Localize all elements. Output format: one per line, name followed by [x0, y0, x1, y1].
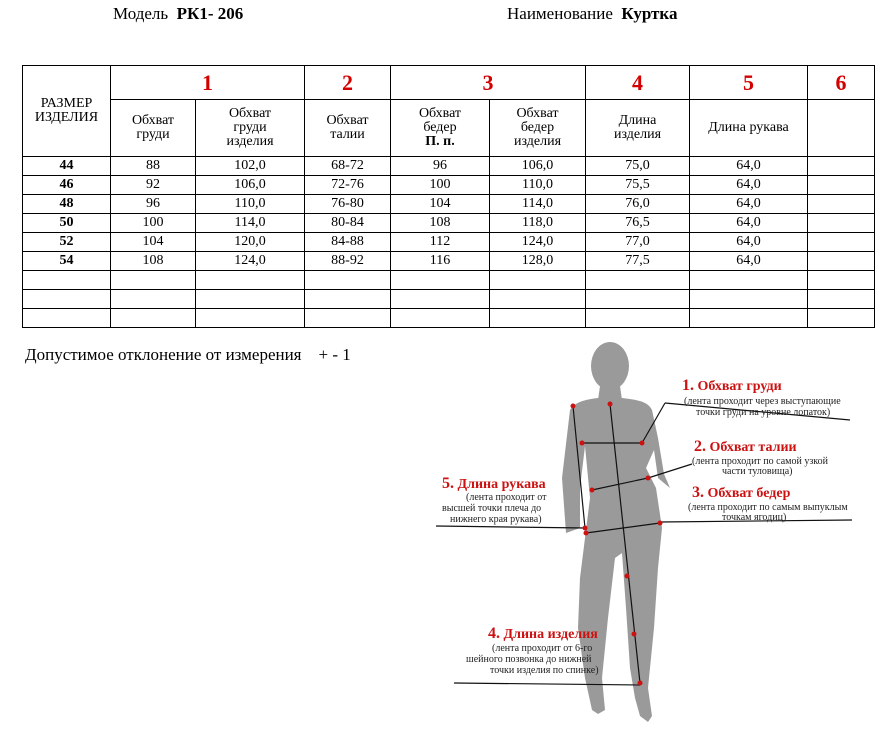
- table-cell: 75,0: [586, 157, 690, 176]
- table-cell: [23, 290, 111, 309]
- label-title: Обхват талии: [709, 440, 797, 455]
- table-row: [23, 157, 875, 176]
- size-table: [22, 65, 875, 328]
- sleeve-underline: [436, 526, 585, 528]
- table-cell: [808, 252, 875, 271]
- table-cell: 100: [391, 176, 490, 195]
- table-cell: 128,0: [490, 252, 586, 271]
- table-cell: 76-80: [305, 195, 391, 214]
- label-title: Обхват бедер: [707, 486, 791, 501]
- group-number: 6: [808, 66, 875, 100]
- measure-dot: [625, 574, 630, 579]
- label-desc: (лента проходит от: [466, 492, 547, 503]
- table-cell: 106,0: [490, 157, 586, 176]
- size-cell: 44: [23, 157, 111, 176]
- table-cell: [690, 271, 808, 290]
- measure-dot: [608, 402, 613, 407]
- table-cell: 76,5: [586, 214, 690, 233]
- label-title: Обхват груди: [697, 379, 782, 394]
- table-cell: [305, 271, 391, 290]
- name-label: Наименование: [507, 4, 613, 23]
- measure-dot: [640, 441, 645, 446]
- empty-row: [23, 309, 875, 328]
- table-cell: [391, 309, 490, 328]
- table-cell: [23, 309, 111, 328]
- table-row: [23, 195, 875, 214]
- table-cell: 124,0: [490, 233, 586, 252]
- table-cell: 88-92: [305, 252, 391, 271]
- table-cell: 120,0: [196, 233, 305, 252]
- size-cell: 50: [23, 214, 111, 233]
- table-cell: 118,0: [490, 214, 586, 233]
- table-cell: 110,0: [196, 195, 305, 214]
- table-cell: 96: [111, 195, 196, 214]
- svg-text:5. Длина рукава: [442, 475, 546, 492]
- table-cell: [808, 195, 875, 214]
- column-header: Обхват груди: [111, 100, 196, 157]
- label-length: [466, 625, 599, 676]
- size-header-cell: РАЗМЕР ИЗДЕЛИЯ: [23, 66, 111, 157]
- table-cell: 76,0: [586, 195, 690, 214]
- table-cell: [808, 290, 875, 309]
- table-cell: [490, 290, 586, 309]
- label-hips: [688, 484, 848, 523]
- size-cell: 48: [23, 195, 111, 214]
- table-cell: [808, 233, 875, 252]
- table-cell: 64,0: [690, 233, 808, 252]
- table-cell: 104: [391, 195, 490, 214]
- measure-dot: [583, 526, 588, 531]
- table-cell: 116: [391, 252, 490, 271]
- table-cell: 64,0: [690, 252, 808, 271]
- column-header: Длина рукава: [690, 100, 808, 157]
- table-cell: [196, 290, 305, 309]
- label-title: Длина изделия: [503, 627, 598, 642]
- label-number: 2.: [694, 438, 706, 455]
- table-cell: 100: [111, 214, 196, 233]
- tolerance-note: Допустимое отклонение от измерения + - 1: [25, 345, 351, 364]
- label-desc: (лента проходит от 6-го: [492, 643, 593, 654]
- label-bust: [682, 377, 841, 418]
- table-cell: [391, 290, 490, 309]
- table-cell: 104: [111, 233, 196, 252]
- group-number: 3: [391, 66, 586, 100]
- table-cell: 108: [111, 252, 196, 271]
- empty-row: [23, 271, 875, 290]
- label-desc: точкам ягодиц): [722, 512, 787, 523]
- label-number: 4.: [488, 625, 500, 642]
- label-desc: (лента проходит по самой узкой: [692, 456, 828, 467]
- table-cell: 64,0: [690, 195, 808, 214]
- table-cell: [196, 309, 305, 328]
- measure-dot: [646, 476, 651, 481]
- table-cell: [196, 271, 305, 290]
- measure-dot: [632, 632, 637, 637]
- table-cell: 92: [111, 176, 196, 195]
- group-number: 4: [586, 66, 690, 100]
- table-row: [23, 176, 875, 195]
- table-cell: [111, 309, 196, 328]
- size-cell: 52: [23, 233, 111, 252]
- column-header: Обхват бедер П. п.: [391, 100, 490, 157]
- group-number: 1: [111, 66, 305, 100]
- column-header: Обхват груди изделия: [196, 100, 305, 157]
- table-cell: [690, 309, 808, 328]
- column-header: Обхват бедер изделия: [490, 100, 586, 157]
- table-cell: 68-72: [305, 157, 391, 176]
- table-cell: 64,0: [690, 157, 808, 176]
- column-header: [808, 100, 875, 157]
- name-value: Куртка: [621, 4, 678, 23]
- table-cell: [690, 290, 808, 309]
- table-cell: [808, 271, 875, 290]
- waist-leader: [648, 464, 692, 478]
- table-cell: [490, 309, 586, 328]
- model-label: Модель: [113, 4, 169, 23]
- svg-text:1. Обхват груди: [682, 377, 782, 394]
- length-underline: [454, 683, 640, 685]
- table-cell: [111, 271, 196, 290]
- table-cell: 102,0: [196, 157, 305, 176]
- table-cell: [391, 271, 490, 290]
- table-cell: [586, 290, 690, 309]
- table-body: [23, 157, 875, 328]
- label-number: 5.: [442, 475, 454, 492]
- measurement-figure: [430, 338, 888, 734]
- label-desc: шейного позвонка до нижней: [466, 654, 592, 665]
- table-cell: 112: [391, 233, 490, 252]
- measure-dot: [638, 681, 643, 686]
- measure-dot: [590, 488, 595, 493]
- column-header: Обхват талии: [305, 100, 391, 157]
- measure-dot: [584, 531, 589, 536]
- svg-text:4. Длина изделия: [488, 625, 598, 642]
- model-value: РК1- 206: [176, 4, 244, 23]
- table-row: [23, 252, 875, 271]
- table-row: [23, 214, 875, 233]
- label-desc: точки груди на уровне лопаток): [696, 407, 831, 418]
- table-cell: 64,0: [690, 214, 808, 233]
- table-cell: [586, 271, 690, 290]
- group-number: 5: [690, 66, 808, 100]
- table-cell: [808, 176, 875, 195]
- label-desc: точки изделия по спинке): [490, 665, 599, 676]
- table-cell: [808, 214, 875, 233]
- measure-dot: [658, 521, 663, 526]
- table-cell: [490, 271, 586, 290]
- label-desc: (лента проходит по самым выпуклым: [688, 502, 848, 513]
- size-cell: 54: [23, 252, 111, 271]
- table-cell: [305, 309, 391, 328]
- measure-dot: [571, 404, 576, 409]
- table-cell: 80-84: [305, 214, 391, 233]
- empty-row: [23, 290, 875, 309]
- table-cell: 106,0: [196, 176, 305, 195]
- table-cell: [808, 309, 875, 328]
- label-desc: нижнего края рукава): [450, 514, 542, 525]
- label-number: 3.: [692, 484, 704, 501]
- table-cell: 77,5: [586, 252, 690, 271]
- svg-text:3. Обхват бедер: [692, 484, 791, 501]
- label-desc: (лента проходит через выступающие: [684, 396, 841, 407]
- group-number: 2: [305, 66, 391, 100]
- table-cell: 77,0: [586, 233, 690, 252]
- label-title: Длина рукава: [457, 477, 546, 492]
- table-cell: 114,0: [196, 214, 305, 233]
- table-cell: 110,0: [490, 176, 586, 195]
- table-cell: 108: [391, 214, 490, 233]
- table-cell: 96: [391, 157, 490, 176]
- table-cell: [808, 157, 875, 176]
- label-desc: высшей точки плеча до: [442, 503, 542, 514]
- table-cell: [586, 309, 690, 328]
- table-cell: [305, 290, 391, 309]
- table-cell: 64,0: [690, 176, 808, 195]
- name-header: [507, 4, 677, 24]
- table-cell: 72-76: [305, 176, 391, 195]
- table-cell: 114,0: [490, 195, 586, 214]
- label-waist: [692, 438, 829, 477]
- table-cell: 84-88: [305, 233, 391, 252]
- table-cell: 75,5: [586, 176, 690, 195]
- table-cell: [23, 271, 111, 290]
- svg-text:2. Обхват талии: [694, 438, 797, 455]
- label-sleeve: [442, 475, 547, 525]
- model-header: [113, 4, 243, 24]
- table-cell: [111, 290, 196, 309]
- table-row: [23, 233, 875, 252]
- column-header: Длина изделия: [586, 100, 690, 157]
- table-cell: 88: [111, 157, 196, 176]
- table-cell: 124,0: [196, 252, 305, 271]
- sub-header-row: [23, 100, 875, 157]
- size-cell: 46: [23, 176, 111, 195]
- label-number: 1.: [682, 377, 694, 394]
- label-desc: части туловища): [722, 466, 793, 477]
- measure-dot: [580, 441, 585, 446]
